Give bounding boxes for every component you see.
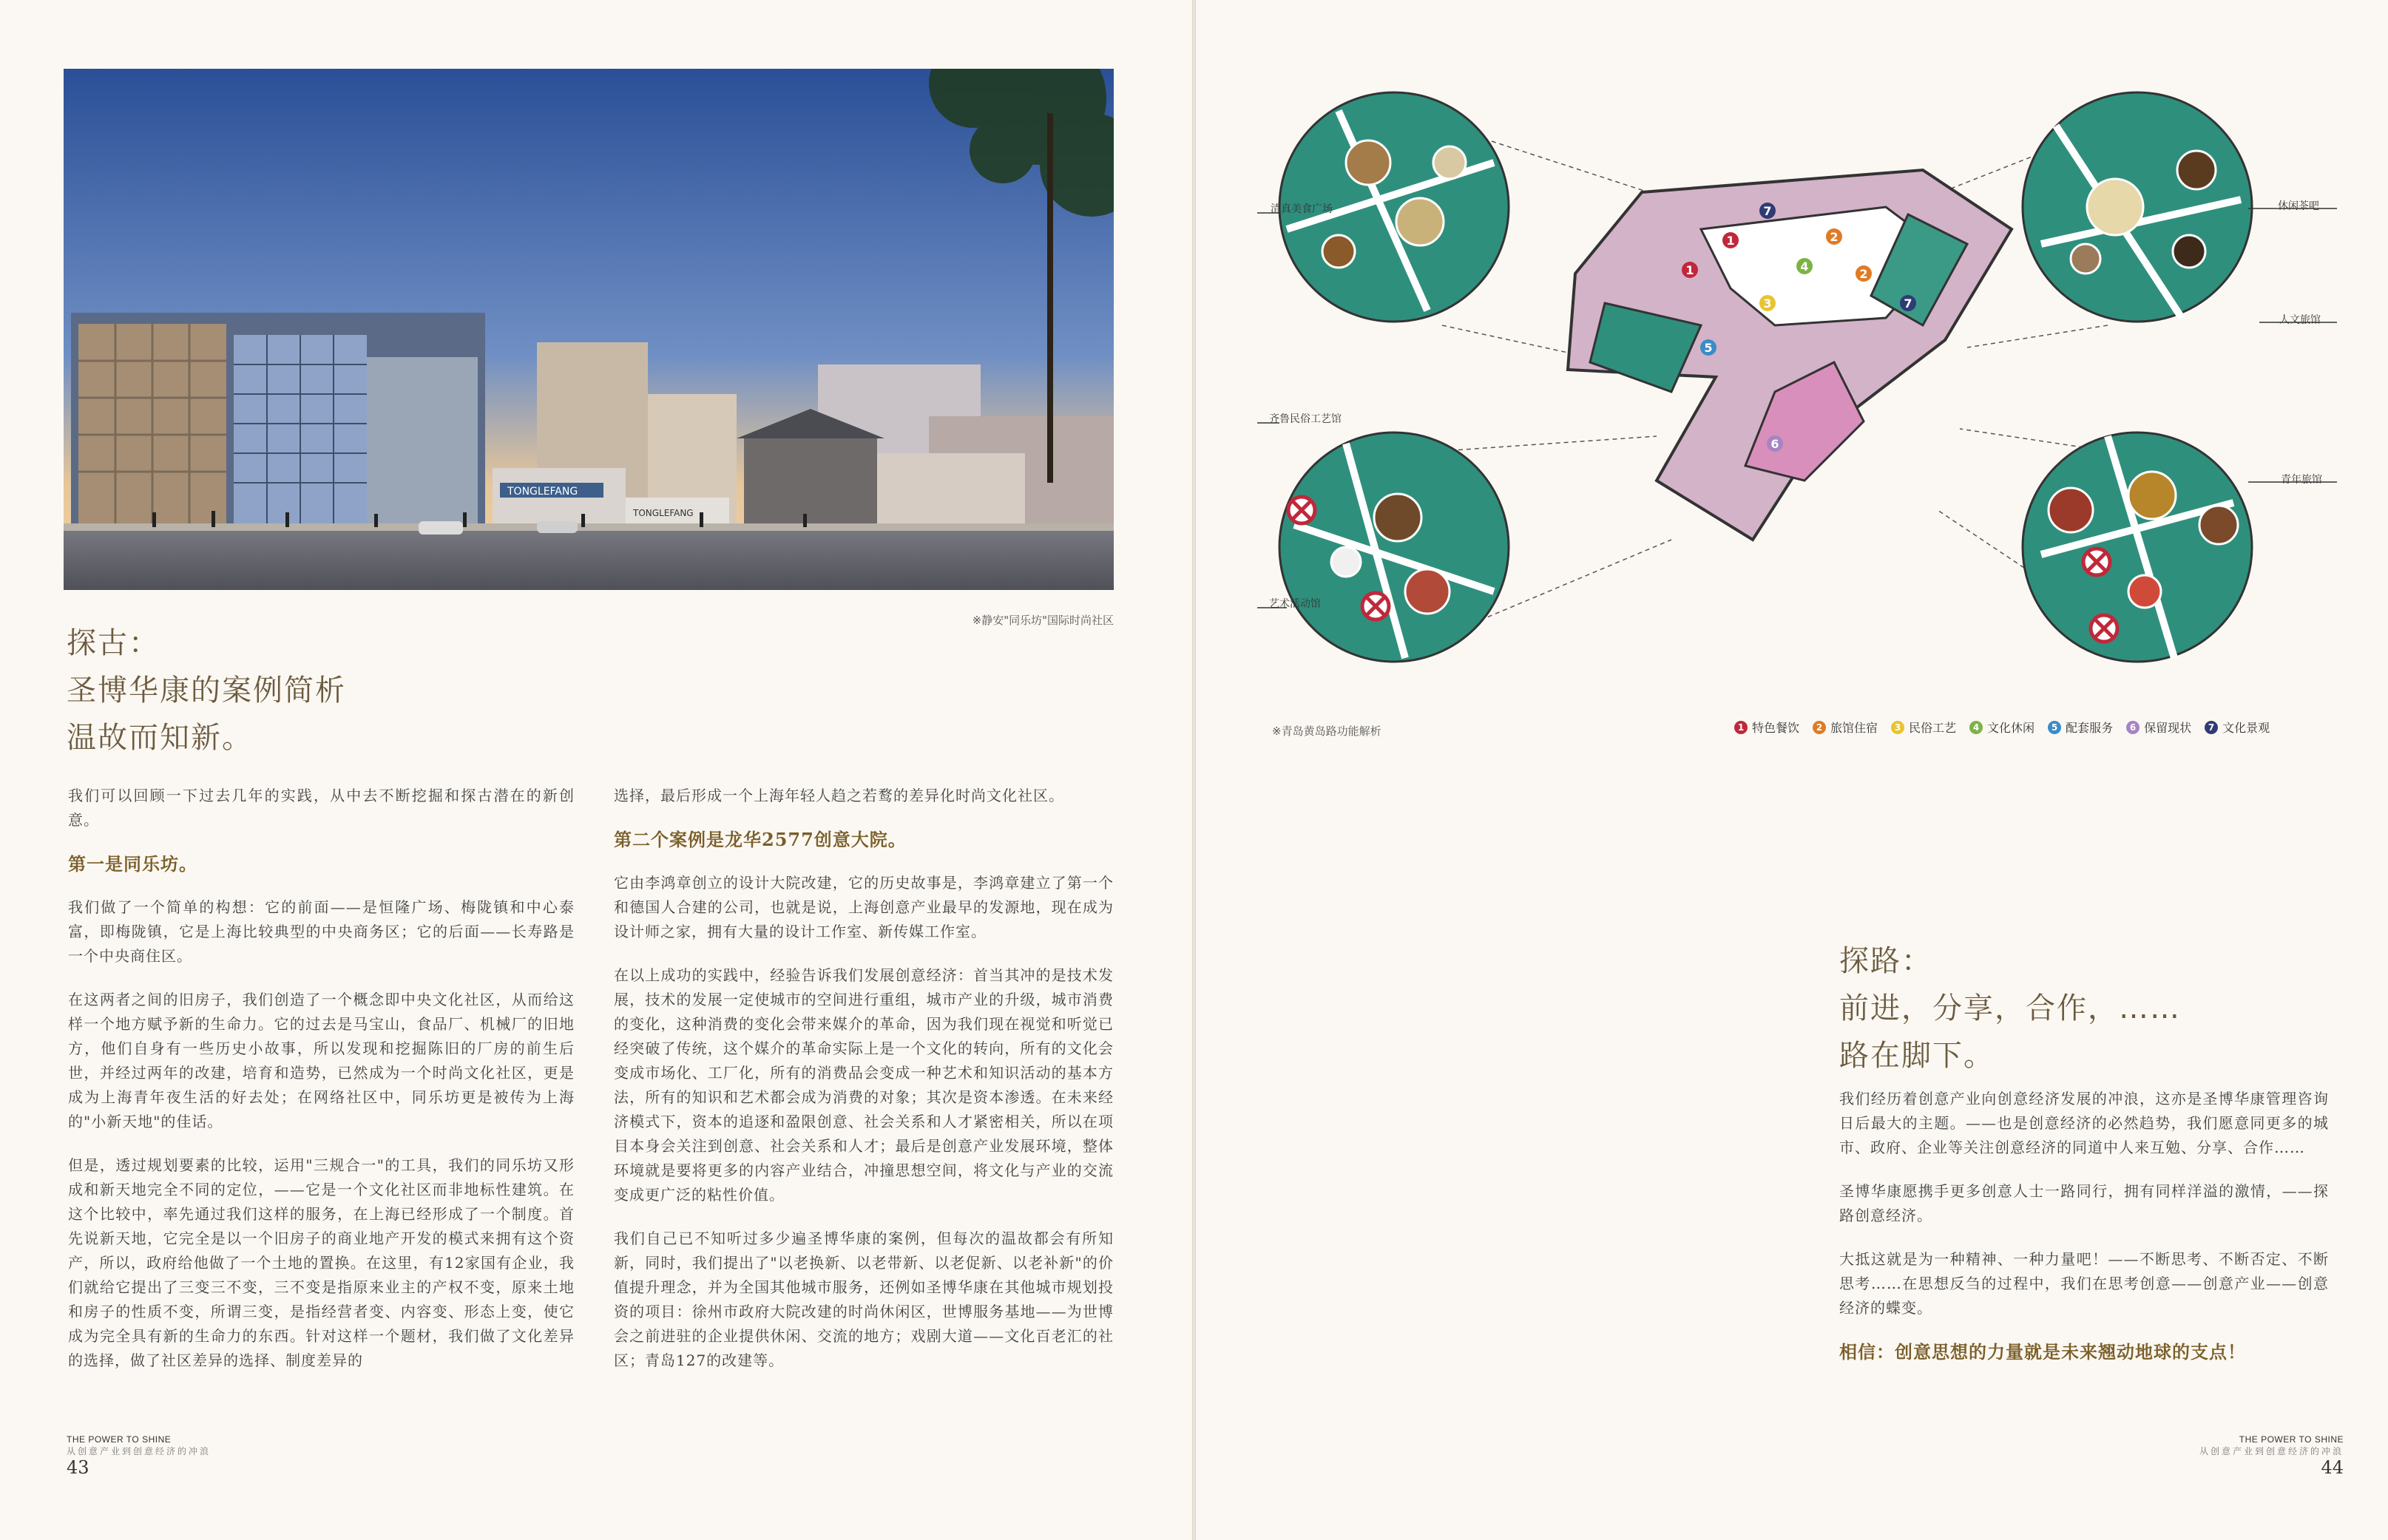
legend-label: 文化休闲 [1987,721,2035,735]
map-label-art-hall: 艺术活动馆 [1269,598,1321,610]
svg-text:4: 4 [1800,260,1809,274]
heading-line-2: 圣博华康的案例简析 [67,674,346,708]
map-label-tea-bar: 休闲茶吧 [2278,200,2319,212]
body-column-1 [68,784,575,1392]
svg-text:2: 2 [1830,230,1839,244]
legend-item [1813,719,1878,736]
map-label-folk-craft: 齐鲁民俗工艺馆 [1269,413,1342,425]
legend-marker: 4 [1969,721,1983,734]
map-label-youth-hostel: 青年旅馆 [2281,474,2322,486]
paragraph: 在这两者之间的旧房子，我们创造了一个概念即中央文化社区，从而给这样一个地方赋予新的生命力。它的过去是马宝山，食品厂、机械厂的旧地方，他们自身有一些历史小故事，所以发现和挖掘陈旧的厂房的前生后世，并经过两年的改建，培育和造势，已然成为一个时尚文化社区，更是成为上海青年夜生活的好去处；在网络社区中，同乐坊更是被传为上海的"小新天地"的佳话。 [68,991,575,1130]
paragraph: 我们做了一个简单的构想：它的前面——是恒隆广场、梅陇镇和中心泰富，即梅陇镇，它是上海比较典型的中央商务区；它的后面——长寿路是一个中央商住区。 [68,898,575,965]
legend-label: 旅馆住宿 [1830,721,1878,735]
paragraph: 我们经历着创意产业向创意经济发展的冲浪，这亦是圣博华康管理咨询日后最大的主题。——也是创意经济的必然趋势，我们愿意同更多的城市、政府、企业等关注创意经济的同道中人来互勉、分享、合作…… [1839,1090,2329,1156]
footer-tagline: 从创意产业到创意经济的冲浪 [2199,1446,2344,1456]
legend-label: 民俗工艺 [1909,721,1957,735]
district-function-map [1257,81,2337,688]
legend-marker: 1 [1734,721,1748,734]
legend-label: 特色餐饮 [1752,721,1800,735]
paragraph: 它由李鸿章创立的设计大院改建，它的历史故事是，李鸿章建立了第一个和德国人合建的公司，也就是说，上海创意产业最早的发源地，现在成为设计师之家，拥有大量的设计工作室、新传媒工作室。 [614,874,1114,940]
legend-item [2126,719,2191,736]
body-column-3 [1839,1087,2329,1383]
svg-text:5: 5 [1704,341,1713,355]
map-label-halal-food: 清真美食广场 [1271,203,1333,215]
footer-tagline: 从创意产业到创意经济的冲浪 [67,1446,212,1456]
heading-line-1: 探古： [67,626,160,660]
map-caption: ※青岛黄岛路功能解析 [1272,725,1381,738]
legend-marker: 7 [2205,721,2218,734]
svg-text:7: 7 [1763,204,1772,218]
page-number-left: 43 [67,1457,89,1478]
legend-marker: 3 [1891,721,1904,734]
sign-tonglefang-a: TONGLEFANG [507,486,578,498]
paragraph: 但是，透过规划要素的比较，运用"三规合一"的工具，我们的同乐坊又形成和新天地完全不同的定位，——它是一个文化社区而非地标性建筑。在这个比较中，率先通过我们这样的服务，在上海已经形成了一个制度。首先说新天地，它完全是以一个旧房子的商业地产开发的模式来拥有这个资产，所以，政府给他做了一个土地的置换。在这里，有12家国有企业，我们就给它提出了三变三不变，三不变是指原来业主的产权不变，原来土地和房子的性质不变，所谓三变，是指经营者变、内容变、形态上变，使它成为完全具有新的生命力的东西。针对这样一个题材，我们做了文化差异的选择，做了社区差异的选择、制度差异的 [68,1156,575,1369]
legend-marker: 5 [2048,721,2061,734]
svg-text:2: 2 [1859,267,1868,281]
legend-item [1734,719,1799,736]
legend-item [1969,719,2034,736]
paragraph: 圣博华康愿携手更多创意人士一路同行，拥有同样洋溢的激情，——探路创意经济。 [1839,1182,2329,1224]
legend-label: 保留现状 [2144,721,2192,735]
legend-item [1891,719,1956,736]
legend-marker: 2 [1813,721,1826,734]
footer-brand: THE POWER TO SHINE [67,1434,172,1445]
right-section-heading [1839,937,2181,1079]
hero-caption: ※静安"同乐坊"国际时尚社区 [972,614,1114,627]
closing-statement: 相信：创意思想的力量就是未来翘动地球的支点！ [1839,1341,2246,1363]
hero-rendering-image [64,69,1114,590]
paragraph: 大抵这就是为一种精神、一种力量吧！——不断思考、不断否定、不断思考……在思想反刍的过程中，我们在思考创意——创意产业——创意经济的蝶变。 [1839,1250,2329,1317]
left-section-heading [67,620,346,761]
sign-tonglefang-b: TONGLEFANG [633,508,694,518]
heading-line-3: 温故而知新。 [67,721,253,755]
svg-text:7: 7 [1904,296,1912,311]
legend-item [2205,719,2270,736]
legend-label: 配套服务 [2066,721,2114,735]
case-subheading-2: 第二个案例是龙华2577创意大院。 [614,829,907,850]
heading-line-3: 路在脚下。 [1839,1039,1995,1073]
body-column-2 [614,784,1114,1392]
paragraph: 我们可以回顾一下过去几年的实践，从中去不断挖掘和探古潜在的新创意。 [68,787,575,829]
svg-text:1: 1 [1685,263,1694,277]
page-number-right: 44 [2321,1457,2344,1478]
legend-item [2048,719,2113,736]
map-legend [1734,719,2270,736]
legend-label: 文化景观 [2222,721,2270,735]
footer-brand: THE POWER TO SHINE [2239,1434,2344,1445]
heading-line-1: 探路： [1839,944,1932,978]
left-footer [67,1434,211,1478]
paragraph: 在以上成功的实践中，经验告诉我们发展创意经济：首当其冲的是技术发展，技术的发展一定使城市的空间进行重组，城市产业的升级，城市消费的变化，这种消费的变化会带来媒介的革命，因为我们现在视觉和听觉已经突破了传统，这个媒介的革命实际上是一个文化的转向，所有的文化会变成市场化、工厂化，所有的消费品会变成一种艺术和知识活动的基本方法，所有的知识和艺术都会成为消费的对象；其次是资本渗透。在未来经济模式下，资本的追逐和盈限创意、社会关系和人才紧密相关，所以在项目本身会关注到创意、社会关系和人才；最后是创意产业发展环境，整体环境就是要将更多的内容产业结合，冲撞思想空间，将文化与产业的交流变成更广泛的粘性价值。 [614,966,1114,1204]
right-footer [2199,1434,2344,1478]
svg-text:1: 1 [1726,234,1735,248]
paragraph: 选择，最后形成一个上海年轻人趋之若鹜的差异化时尚文化社区。 [614,787,1064,804]
svg-text:6: 6 [1770,437,1779,451]
paragraph: 我们自己已不知听过多少遍圣博华康的案例，但每次的温故都会有所知新，同时，我们提出了"以老换新、以老带新、以老促新、以老补新"的价值提升理念，并为全国其他城市服务，还例如圣博华康在其他城市规划投资的项目：徐州市政府大院改建的时尚休闲区，世博服务基地——为世博会之前进驻的企业提供休闲、交流的地方；戏剧大道——文化百老汇的社区；青岛127的改建等。 [614,1229,1114,1369]
case-subheading-1: 第一是同乐坊。 [68,853,197,875]
map-label-culture-hotel: 人文旅馆 [2279,314,2321,326]
svg-text:3: 3 [1763,296,1772,311]
legend-marker: 6 [2126,721,2140,734]
heading-line-2: 前进，分享，合作，…… [1839,991,2181,1025]
